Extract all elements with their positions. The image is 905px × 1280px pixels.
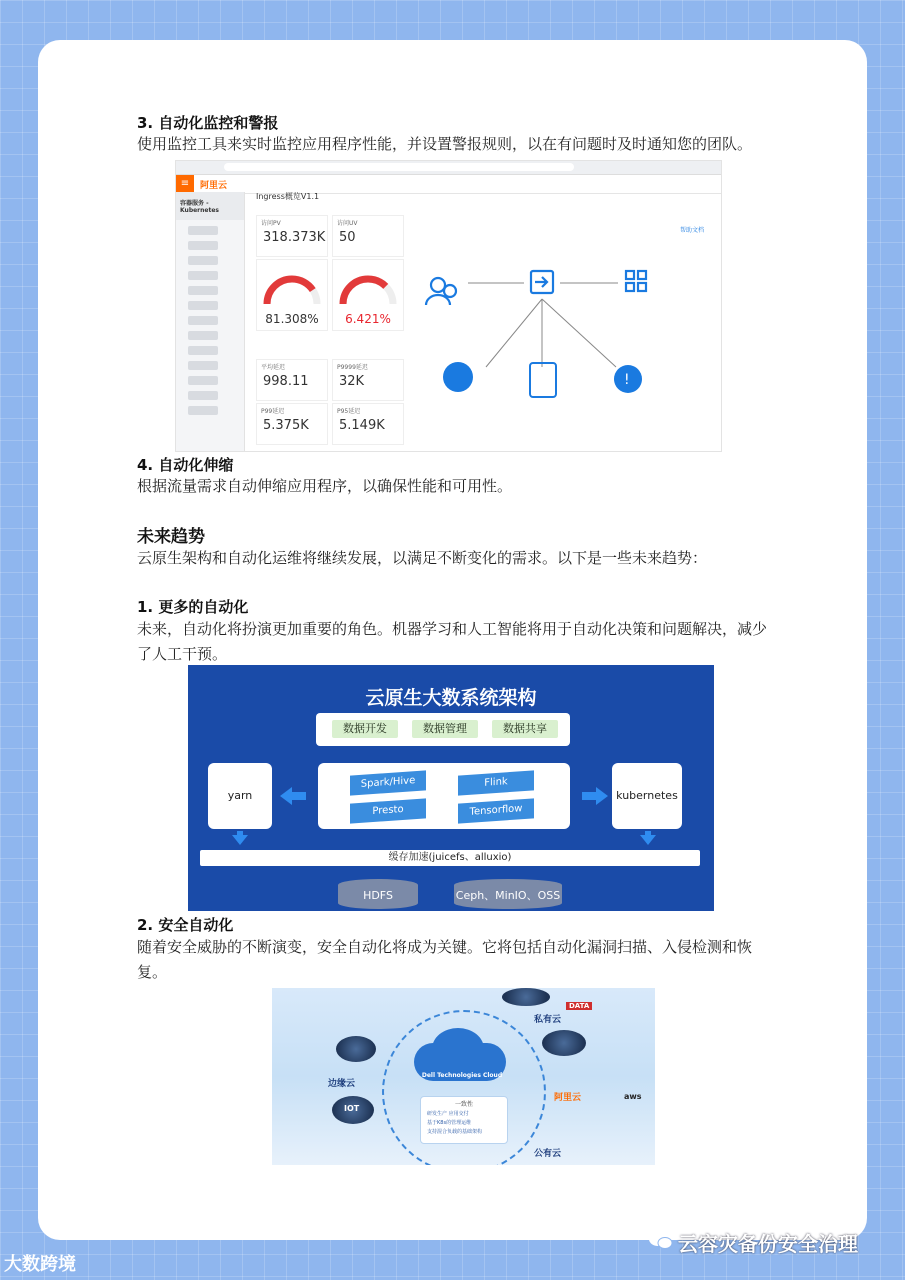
private-cloud-label: 私有云 [534, 1015, 562, 1025]
footer-brand-left: 大数跨境 [4, 1254, 76, 1275]
future-trends-heading: 未来趋势 [137, 527, 205, 547]
gauge-arc [257, 260, 327, 314]
sidebar-item [188, 241, 218, 250]
storage-hdfs: HDFS [338, 879, 418, 909]
cache-layer: 缓存加速(juicefs、alluxio) [200, 850, 700, 866]
metric-value: 32K [339, 374, 365, 389]
menu-icon: ≡ [176, 175, 194, 193]
engine-spark: Spark/Hive [350, 770, 426, 795]
hybrid-cloud-diagram [272, 988, 655, 1165]
metric-value: 50 [339, 230, 356, 245]
chip-data-dev: 数据开发 [332, 720, 398, 738]
sidebar-item [188, 256, 218, 265]
sidebar-item [188, 361, 218, 370]
traffic-flow-diagram [406, 247, 714, 447]
iot-label: IOT [344, 1104, 360, 1113]
metric-p99-latency [256, 403, 328, 445]
metric-pv [256, 215, 328, 257]
metric-label: P9999延迟 [337, 364, 368, 371]
trend-heading-automation: 1. 更多的自动化 [137, 598, 249, 616]
section-heading-scaling: 4. 自动化伸缩 [137, 456, 234, 474]
metric-value: 5.149K [339, 418, 385, 433]
aliyun-logo: 阿里云 [554, 1093, 582, 1103]
section-text-scaling: 根据流量需求自动伸缩应用程序，以确保性能和可用性。 [137, 477, 513, 495]
sidebar-item [188, 316, 218, 325]
section-heading-monitoring: 3. 自动化监控和警报 [137, 114, 279, 132]
gauge-error [332, 259, 404, 331]
gauge-success [256, 259, 328, 331]
metric-label: P95延迟 [337, 408, 361, 415]
gauge-arc [333, 260, 403, 314]
sidebar-item [188, 271, 218, 280]
kubernetes-box: kubernetes [612, 763, 682, 829]
sidebar-title: 容器服务 - Kubernetes [176, 192, 244, 220]
sidebar-item [188, 391, 218, 400]
engine-flink: Flink [458, 770, 534, 795]
datacenter-image [542, 1030, 586, 1056]
sidebar-item [188, 301, 218, 310]
city-image [336, 1036, 376, 1062]
bigdata-badge: DATA [566, 1002, 592, 1010]
public-cloud-label: 公有云 [534, 1149, 562, 1159]
metric-label: 平均延迟 [261, 364, 286, 371]
wechat-icon [648, 1230, 674, 1250]
server-image [502, 988, 550, 1006]
architecture-diagram [188, 665, 714, 911]
consistency-line: 支持混合负载的基础架构 [427, 1129, 483, 1135]
sidebar-item [188, 346, 218, 355]
dashboard-main [250, 192, 716, 451]
engine-tensorflow: Tensorflow [458, 798, 534, 823]
section-text-monitoring: 使用监控工具来实时监控应用程序性能，并设置警报规则，以在有问题时及时通知您的团队。 [137, 135, 753, 153]
arrows [188, 665, 714, 911]
sidebar-item [188, 226, 218, 235]
metric-avg-latency [256, 359, 328, 401]
consistency-line: 研发生产 应用交付 [427, 1111, 469, 1117]
consistency-line: 基于K8s的管理运维 [427, 1120, 472, 1126]
browser-bar [176, 161, 721, 175]
trend-text-automation: 未来，自动化将扮演更加重要的角色。机器学习和人工智能将用于自动化决策和问题解决，减少了人工干预。 [137, 620, 768, 663]
help-link[interactable]: 帮助文档 [679, 227, 704, 234]
metric-p95-latency [332, 403, 404, 445]
future-trends-text: 云原生架构和自动化运维将继续发展，以满足不断变化的需求。以下是一些未来趋势： [137, 549, 708, 567]
chip-data-share: 数据共享 [492, 720, 558, 738]
consistency-box [420, 1096, 508, 1144]
iot-image [332, 1096, 374, 1124]
metric-value: 5.375K [263, 418, 309, 433]
url-bar [224, 163, 574, 171]
gauge-value: 81.308% [265, 312, 319, 326]
metric-label: 访问UV [337, 220, 358, 227]
yarn-box: yarn [208, 763, 272, 829]
console-sidebar [176, 192, 245, 451]
metric-label: 访问PV [261, 220, 281, 227]
metric-uv [332, 215, 404, 257]
center-cloud-label: Dell Technologies Cloud [421, 1072, 503, 1079]
engine-presto: Presto [350, 798, 426, 823]
edge-cloud-label: 边缘云 [328, 1079, 356, 1089]
chip-data-mgmt: 数据管理 [412, 720, 478, 738]
diagram-title: 云原生大数系统架构 [365, 687, 537, 709]
sidebar-item [188, 376, 218, 385]
footer-brand-right: 云容灾备份安全治理 [678, 1232, 858, 1256]
sidebar-item [188, 406, 218, 415]
aliyun-logo: 阿里云 [200, 181, 228, 191]
monitoring-screenshot [175, 160, 722, 452]
aws-logo: aws [624, 1092, 642, 1101]
sidebar-item [188, 286, 218, 295]
trend-text-security: 随着安全威胁的不断演变，安全自动化将成为关键。它将包括自动化漏洞扫描、入侵检测和恢复。 [137, 938, 753, 981]
metric-p9999-latency [332, 359, 404, 401]
metric-value: 998.11 [263, 374, 309, 389]
storage-object: Ceph、MinIO、OSS [454, 879, 562, 909]
panel-title: Ingress概览V1.1 [256, 192, 320, 201]
metric-label: P99延迟 [261, 408, 285, 415]
sidebar-item [188, 331, 218, 340]
consistency-title: 一致性 [454, 1101, 473, 1108]
gauge-value: 6.421% [345, 312, 391, 326]
svg-text:!: ! [624, 372, 630, 388]
trend-heading-security: 2. 安全自动化 [137, 916, 234, 934]
metric-value: 318.373K [263, 230, 326, 245]
